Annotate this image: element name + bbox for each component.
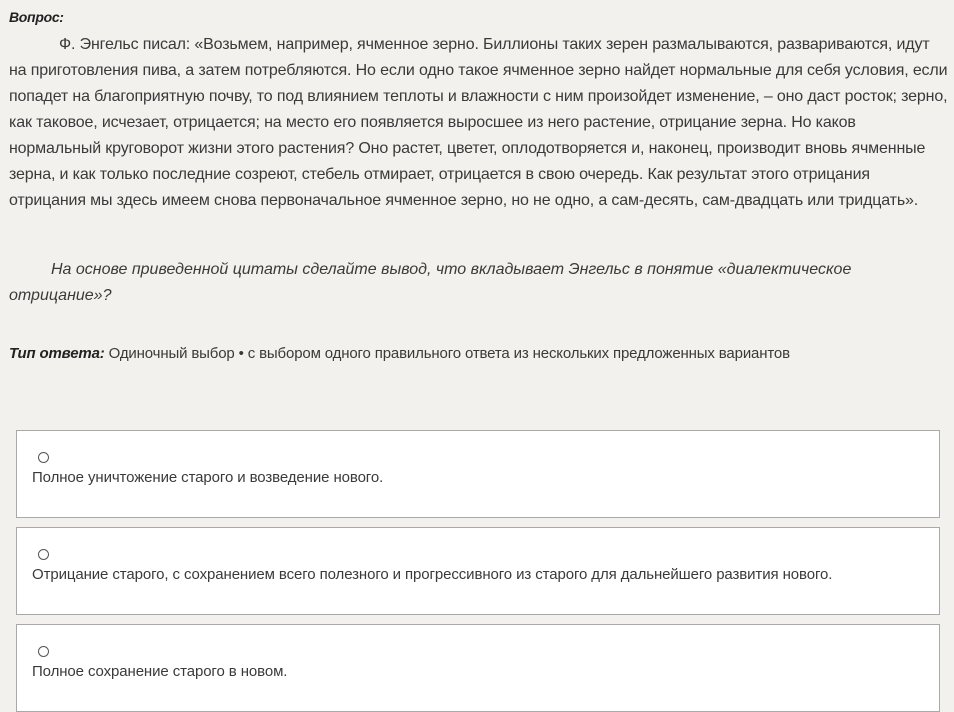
answer-type bbox=[9, 343, 790, 365]
answer-option-2[interactable] bbox=[16, 527, 940, 615]
answer-option-label: Отрицание старого, с сохранением всего полезного и прогрессивного из старого для дальнейшего развития нового. bbox=[32, 566, 833, 583]
answer-option-3[interactable] bbox=[16, 624, 940, 712]
radio-button-3[interactable] bbox=[38, 646, 49, 657]
answer-type-value: Одиночный выбор • с выбором одного правильного ответа из нескольких предложенных вариантов bbox=[108, 345, 790, 362]
question-label: Вопрос: bbox=[9, 9, 64, 25]
answer-option-1[interactable] bbox=[16, 430, 940, 518]
question-instruction: На основе приведенной цитаты сделайте вывод, что вкладывает Энгельс в понятие «диалектическое отрицание»? bbox=[9, 261, 852, 304]
answer-type-label: Тип ответа: bbox=[9, 345, 105, 362]
question-text: Ф. Энгельс писал: «Возьмем, например, ячменное зерно. Биллионы таких зерен размалываются, развариваются, идут на приготовления пива, а затем потребляются. Но если одно такое ячменное зерно найдет нормальные для себя условия, если попадет на благоприятную почву, то под влиянием теплоты и влажности с ним произойдет изменение, – оно даст росток; зерно, как таковое, исчезает, отрицается; на место его появляется выросшее из него растение, отрицание зерна. Но каков нормальный круговорот жизни этого растения? Оно растет, цветет, оплодотворяется и, наконец, производит вновь ячменные зерна, и как только последние созреют, стебель отмирает, отрицается в свою очередь. Как результат этого отрицания отрицания мы здесь имеем снова первоначальное ячменное зерно, но не одно, а сам-десять, сам-двадцать или тридцать». bbox=[9, 36, 948, 209]
answer-option-label: Полное сохранение старого в новом. bbox=[32, 663, 288, 680]
answer-option-label: Полное уничтожение старого и возведение нового. bbox=[32, 469, 384, 486]
radio-button-2[interactable] bbox=[38, 549, 49, 560]
radio-button-1[interactable] bbox=[38, 452, 49, 463]
